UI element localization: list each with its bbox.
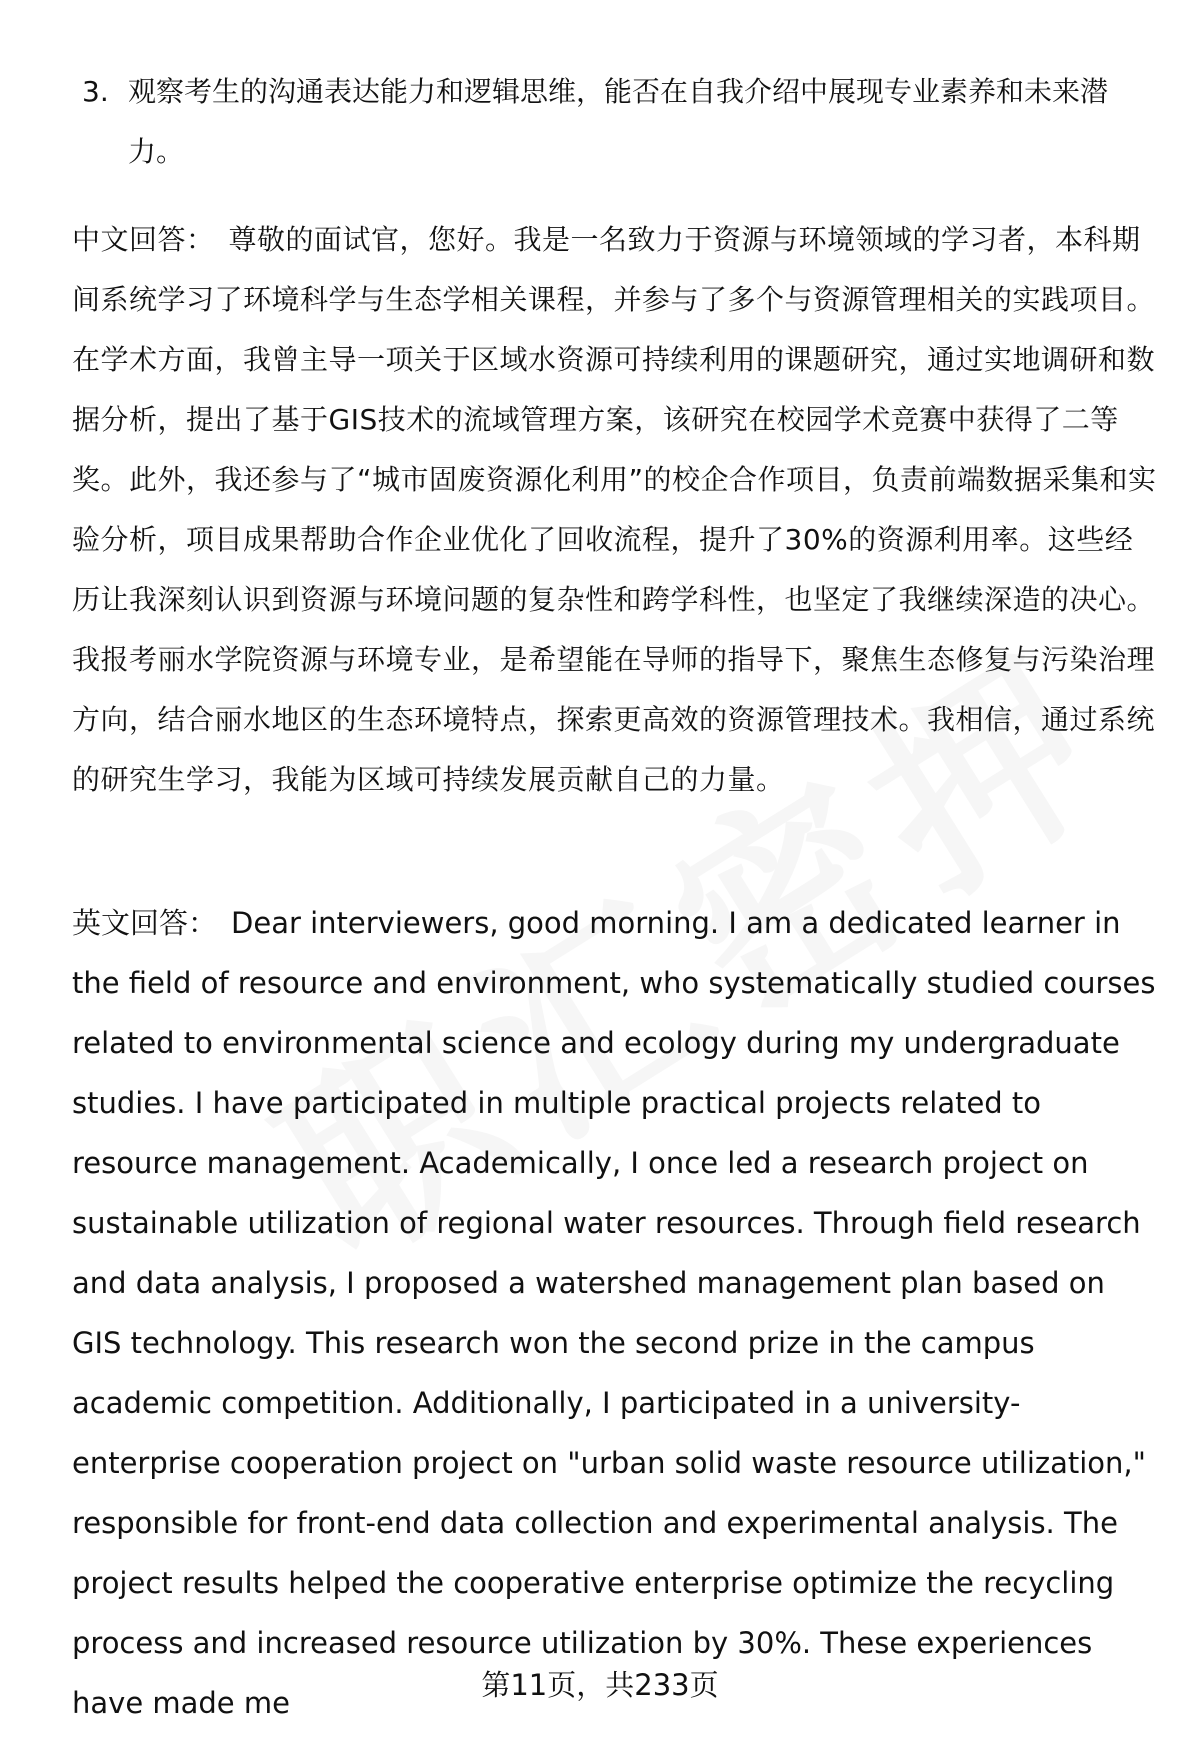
chinese-answer-label: 中文回答：	[72, 223, 215, 256]
question-number: 3.	[82, 75, 109, 108]
question-text: 观察考生的沟通表达能力和逻辑思维，能否在自我介绍中展现专业素养和未来潜力。	[128, 75, 1109, 168]
question-item	[82, 62, 1162, 182]
english-answer-label: 英文回答：	[72, 906, 218, 940]
chinese-answer-text: 尊敬的面试官，您好。我是一名致力于资源与环境领域的学习者，本科期间系统学习了环境科学与生态学相关课程，并参与了多个与资源管理相关的实践项目。在学术方面，我曾主导一项关于区域水资源可持续利用的课题研究，通过实地调研和数据分析，提出了基于GIS技术的流域管理方案，该研究在校园学术竞赛中获得了二等奖。此外，我还参与了“城市固废资源化利用”的校企合作项目，负责前端数据采集和实验分析，项目成果帮助合作企业优化了回收流程，提升了30%的资源利用率。这些经历让我深刻认识到资源与环境问题的复杂性和跨学科性，也坚定了我继续深造的决心。我报考丽水学院资源与环境专业，是希望能在导师的指导下，聚焦生态修复与污染治理方向，结合丽水地区的生态环境特点，探索更高效的资源管理技术。我相信，通过系统的研究生学习，我能为区域可持续发展贡献自己的力量。	[72, 223, 1157, 796]
page-footer: 第11页，共233页	[481, 1668, 719, 1702]
chinese-answer	[72, 210, 1160, 810]
english-answer	[72, 893, 1160, 1733]
english-answer-text: Dear interviewers, good morning. I am a dedicated learner in the field of resource and environment, who systematically studied courses related to environmental science and ecology during my undergraduate studies. I have participated in multiple practical projects related to resource management. Academically, I once led a research project on sustainable utilization of regional water resources. Through field research and data analysis, I proposed a watershed management plan based on GIS technology. This research won the second prize in the campus academic competition. Additionally, I participated in a university-enterprise cooperation project on "urban solid waste resource utilization," responsible for front-end data collection and experimental analysis. The project results helped the cooperative enterprise optimize the recycling process and increased resource utilization by 30%. These experiences have made me	[72, 906, 1156, 1720]
